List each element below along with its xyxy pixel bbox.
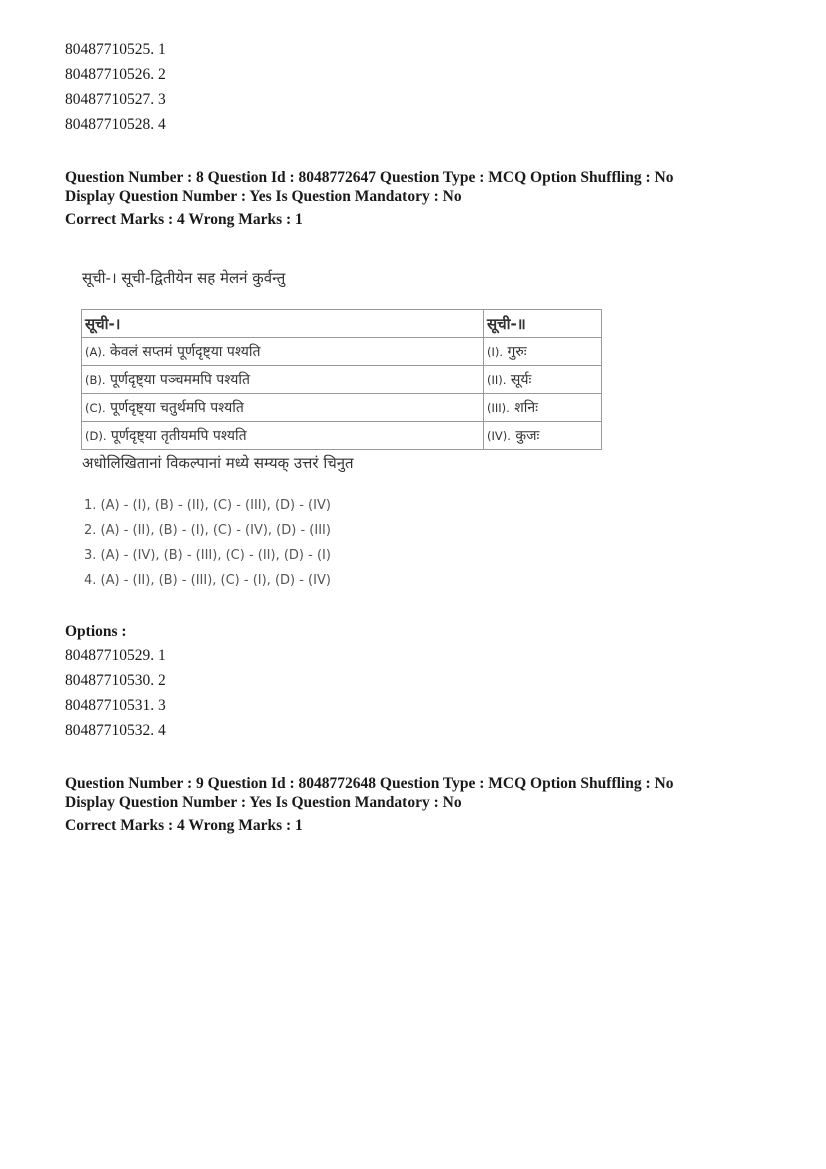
item-label: (C). bbox=[85, 401, 106, 415]
list-2-item bbox=[484, 394, 602, 422]
item-label: (B). bbox=[85, 373, 106, 387]
option-item: 80487710527. 3 bbox=[65, 91, 166, 108]
table-row bbox=[82, 394, 602, 422]
choice-item: 1. (A) - (I), (B) - (II), (C) - (III), (D) - (IV) bbox=[84, 498, 331, 513]
item-text: शनिः bbox=[509, 400, 539, 416]
question-9-info-line: Question Number : 9 Question Id : 8048772648 Question Type : MCQ Option Shuffling : No bbox=[65, 775, 674, 792]
option-id: 80487710530 bbox=[65, 672, 151, 689]
option-number: 1 bbox=[158, 41, 166, 58]
option-number: 3 bbox=[158, 91, 166, 108]
options-label: Options : bbox=[65, 623, 127, 640]
question-8-marks-line: Correct Marks : 4 Wrong Marks : 1 bbox=[65, 211, 303, 228]
choice-item: 2. (A) - (II), (B) - (I), (C) - (IV), (D) - (III) bbox=[84, 523, 331, 538]
table-row bbox=[82, 338, 602, 366]
table-row bbox=[82, 422, 602, 450]
list-2-header: सूची-॥ bbox=[484, 310, 602, 338]
item-text: पूर्णदृष्ट्या चतुर्थमपि पश्यति bbox=[105, 400, 244, 416]
option-item: 80487710525. 1 bbox=[65, 41, 166, 58]
question-9-marks-line: Correct Marks : 4 Wrong Marks : 1 bbox=[65, 817, 303, 834]
option-item: 80487710531. 3 bbox=[65, 697, 166, 714]
option-id: 80487710525 bbox=[65, 41, 151, 58]
choice-item: 3. (A) - (IV), (B) - (III), (C) - (II), (D) - (I) bbox=[84, 548, 331, 563]
list-2-item bbox=[484, 422, 602, 450]
option-number: 3 bbox=[158, 697, 166, 714]
item-label: (I). bbox=[487, 345, 504, 359]
option-number: 4 bbox=[158, 116, 166, 133]
question-8-title: सूची-। सूची-द्वितीयेन सह मेलनं कुर्वन्तु bbox=[82, 269, 286, 287]
option-item: 80487710530. 2 bbox=[65, 672, 166, 689]
option-item: 80487710528. 4 bbox=[65, 116, 166, 133]
item-label: (III). bbox=[487, 401, 510, 415]
choice-item: 4. (A) - (II), (B) - (III), (C) - (I), (D) - (IV) bbox=[84, 573, 331, 588]
option-number: 4 bbox=[158, 722, 166, 739]
option-id: 80487710526 bbox=[65, 66, 151, 83]
question-8-instruction: अधोलिखितानां विकल्पानां मध्ये सम्यक् उत्तरं चिनुत bbox=[82, 454, 354, 472]
question-8-info-line: Question Number : 8 Question Id : 8048772647 Question Type : MCQ Option Shuffling : No bbox=[65, 169, 674, 186]
option-id: 80487710528 bbox=[65, 116, 151, 133]
option-item: 80487710526. 2 bbox=[65, 66, 166, 83]
question-8-display-line: Display Question Number : Yes Is Question Mandatory : No bbox=[65, 188, 462, 205]
table-row bbox=[82, 366, 602, 394]
option-item: 80487710529. 1 bbox=[65, 647, 166, 664]
option-number: 1 bbox=[158, 647, 166, 664]
item-label: (A). bbox=[85, 345, 106, 359]
item-label: (D). bbox=[85, 429, 107, 443]
list-1-item bbox=[82, 394, 484, 422]
item-text: केवलं सप्तमं पूर्णदृष्ट्या पश्यति bbox=[105, 344, 261, 360]
item-text: पूर्णदृष्ट्या पञ्चममपि पश्यति bbox=[105, 372, 250, 388]
item-text: गुरुः bbox=[503, 344, 527, 360]
option-item: 80487710532. 4 bbox=[65, 722, 166, 739]
list-1-item bbox=[82, 366, 484, 394]
question-9-display-line: Display Question Number : Yes Is Question Mandatory : No bbox=[65, 794, 462, 811]
list-1-header: सूची-। bbox=[82, 310, 484, 338]
item-label: (II). bbox=[487, 373, 507, 387]
option-id: 80487710527 bbox=[65, 91, 151, 108]
list-1-item bbox=[82, 338, 484, 366]
match-table-header bbox=[82, 310, 602, 338]
option-number: 2 bbox=[158, 672, 166, 689]
answer-choices bbox=[84, 494, 331, 594]
list-1-item bbox=[82, 422, 484, 450]
option-number: 2 bbox=[158, 66, 166, 83]
item-label: (IV). bbox=[487, 429, 511, 443]
match-table bbox=[81, 309, 602, 450]
list-2-item bbox=[484, 366, 602, 394]
item-text: कुजः bbox=[510, 428, 540, 444]
item-text: सूर्यः bbox=[506, 372, 532, 388]
option-id: 80487710531 bbox=[65, 697, 151, 714]
option-id: 80487710529 bbox=[65, 647, 151, 664]
option-id: 80487710532 bbox=[65, 722, 151, 739]
list-2-item bbox=[484, 338, 602, 366]
item-text: पूर्णदृष्ट्या तृतीयमपि पश्यति bbox=[106, 428, 247, 444]
